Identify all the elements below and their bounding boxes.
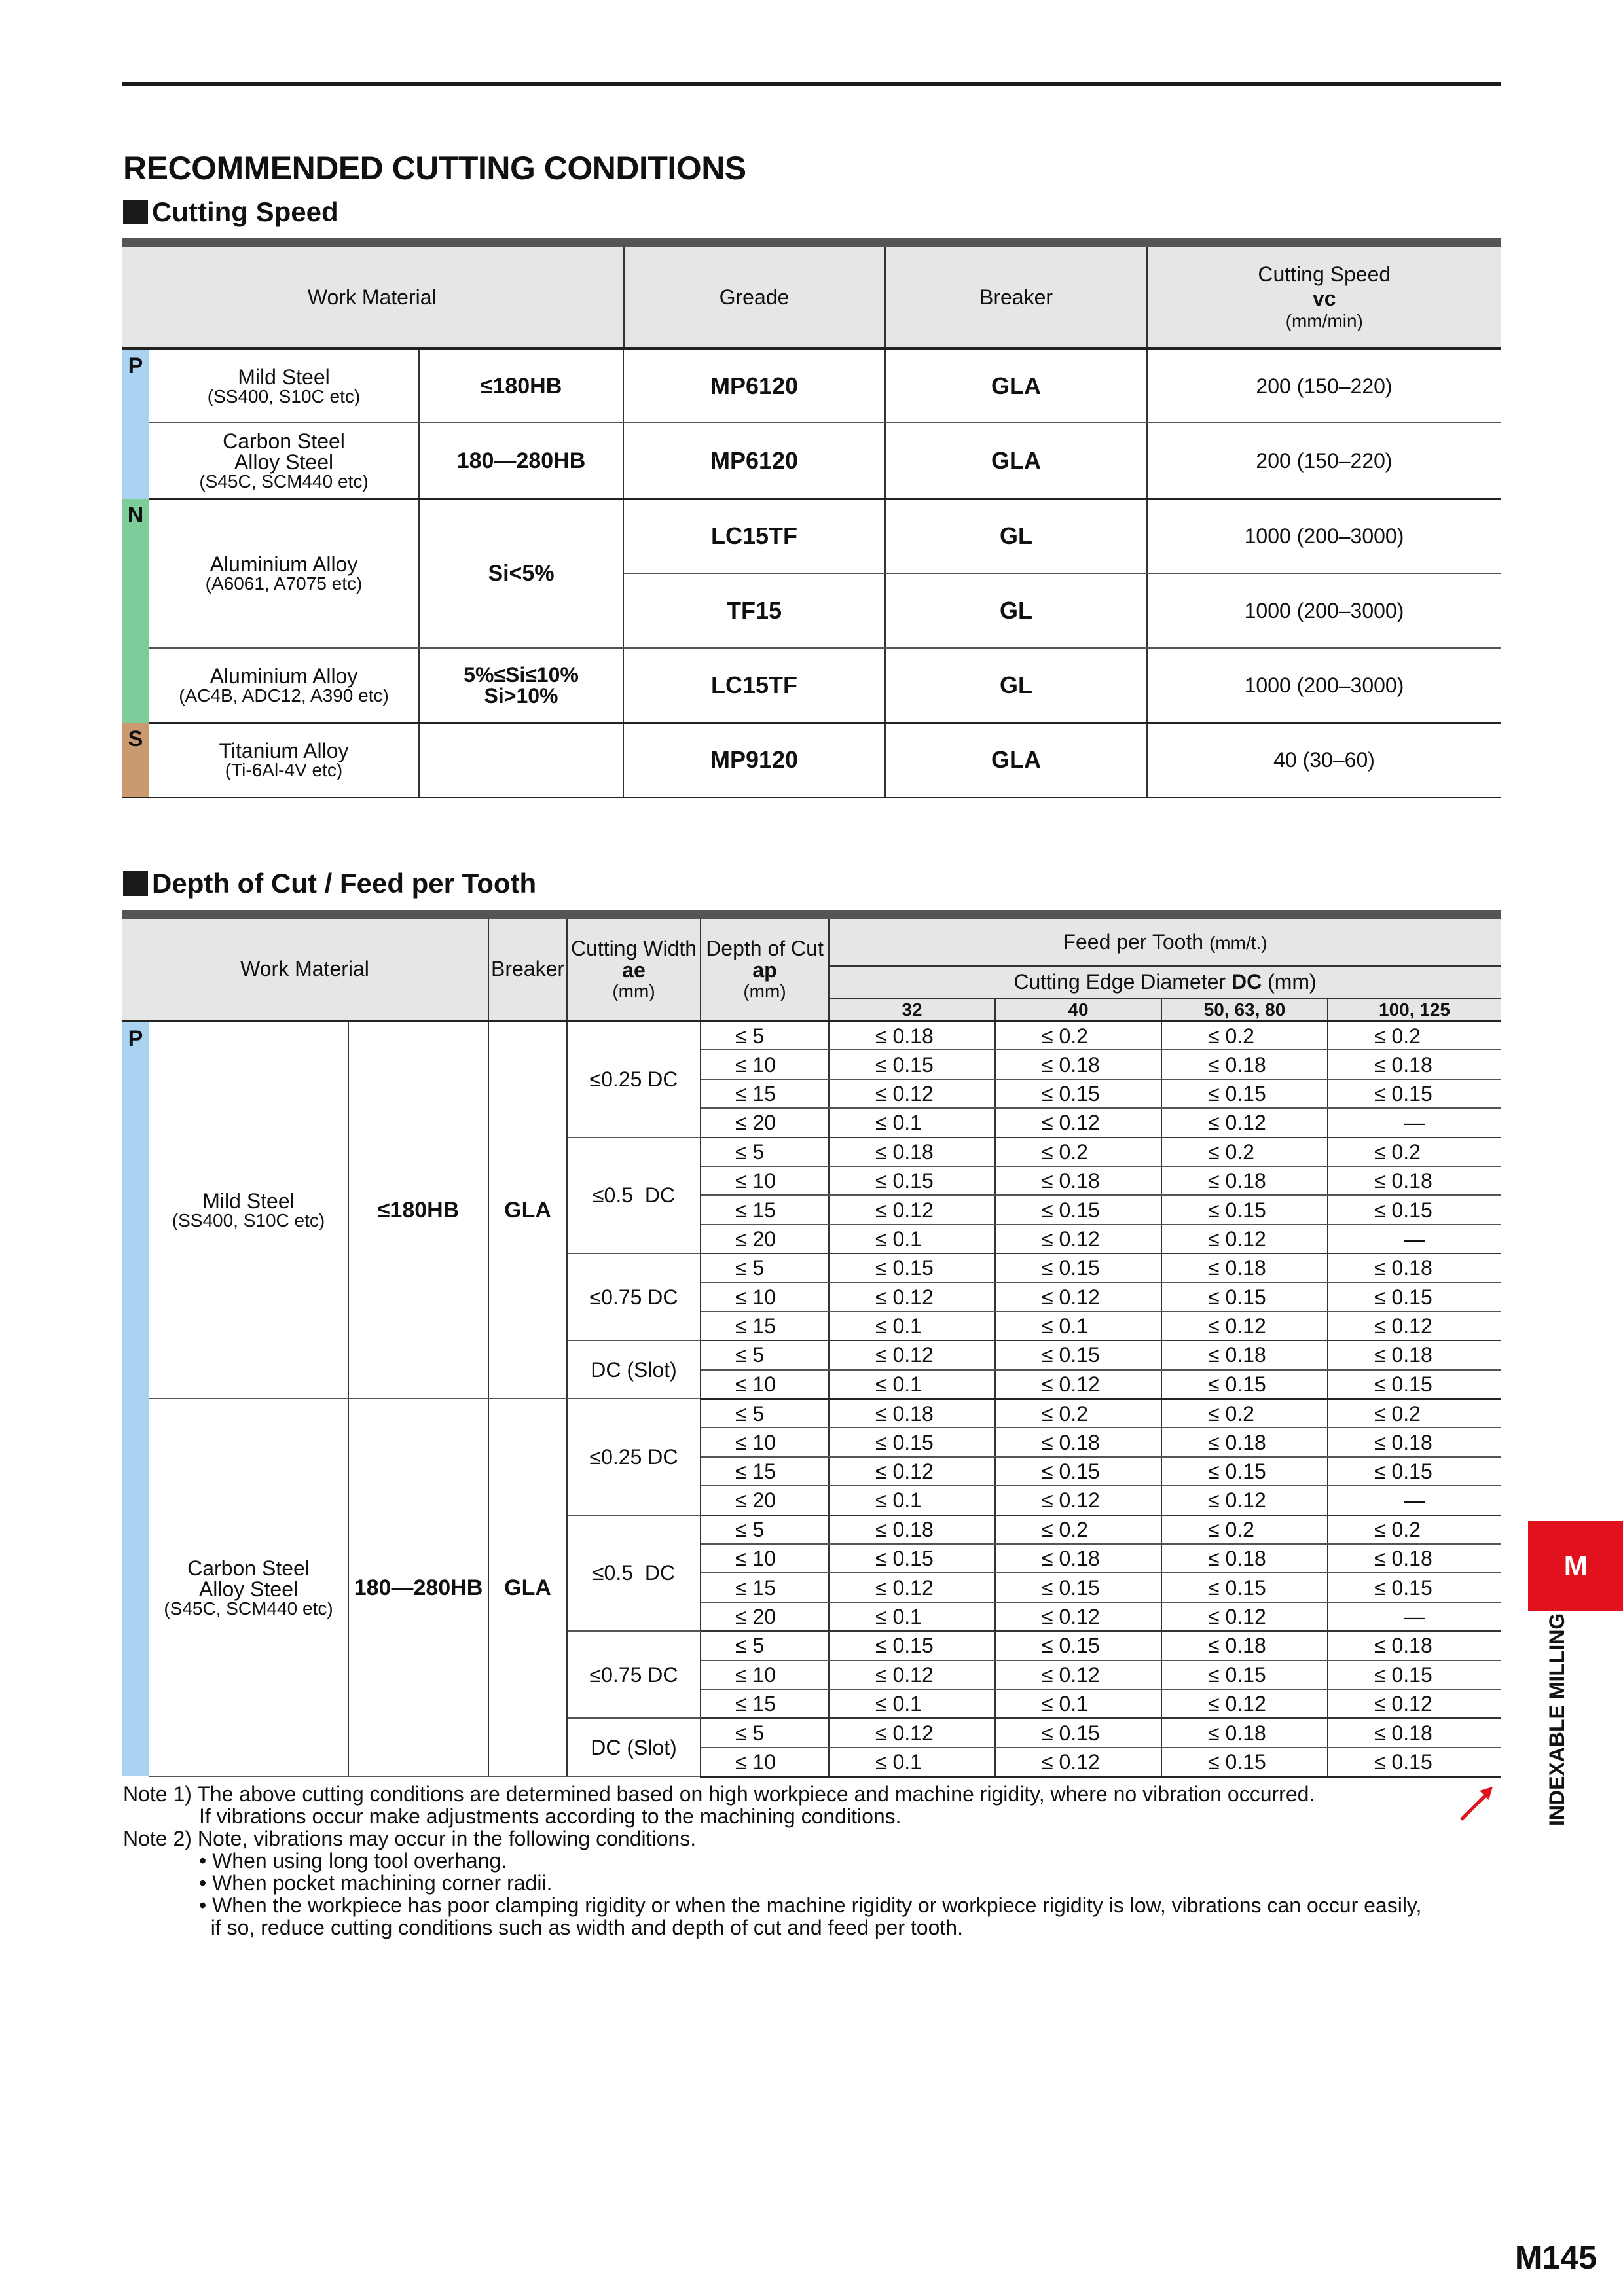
feed-value-cell: ≤ 0.2 <box>1328 1138 1501 1166</box>
feed-value-cell: ≤ 0.1 <box>829 1486 995 1515</box>
hardness-line1: 5%≤Si≤10% <box>464 662 579 687</box>
header-width-line2: ae <box>622 958 646 982</box>
note-line <box>123 1827 1421 1850</box>
hardness-cell: Si<5% <box>419 499 623 648</box>
table-row <box>122 499 1501 573</box>
grade-cell: LC15TF <box>623 648 885 723</box>
header-work-material: Work Material <box>122 247 623 348</box>
feed-value-cell: ≤ 0.18 <box>1328 1253 1501 1282</box>
depth-of-cut-cell: ≤ 15 <box>701 1195 829 1224</box>
feed-value-cell: ≤ 0.12 <box>995 1748 1161 1776</box>
feed-value-cell: ≤ 0.18 <box>1328 1050 1501 1079</box>
header-depth-of-cut <box>701 919 829 1021</box>
feed-value-cell: ≤ 0.12 <box>995 1225 1161 1253</box>
header-dia-40: 40 <box>995 999 1161 1021</box>
speed-cell: 200 (150–220) <box>1147 423 1501 499</box>
category-s-badge: S <box>122 723 149 797</box>
feed-value-cell: ≤ 0.12 <box>1161 1108 1328 1137</box>
feed-value-cell: ≤ 0.2 <box>1328 1399 1501 1427</box>
top-rule <box>122 82 1501 86</box>
header-dia-32: 32 <box>829 999 995 1021</box>
depth-of-cut-cell: ≤ 5 <box>701 1718 829 1747</box>
depth-of-cut-cell: ≤ 5 <box>701 1021 829 1050</box>
feed-value-cell: ≤ 0.1 <box>829 1312 995 1340</box>
header-speed-line3: (mm/min) <box>1285 310 1363 331</box>
feed-value-cell: ≤ 0.15 <box>1328 1195 1501 1224</box>
material-cell <box>149 423 419 499</box>
feed-value-cell: ≤ 0.15 <box>1161 1748 1328 1776</box>
feed-value-cell: ≤ 0.12 <box>1161 1225 1328 1253</box>
hardness-line2: Si>10% <box>484 683 558 708</box>
material-name: Carbon Steel <box>187 1556 310 1580</box>
depth-of-cut-cell: ≤ 5 <box>701 1515 829 1544</box>
section-heading-cutting-speed <box>123 196 338 228</box>
table-row <box>122 348 1501 423</box>
feed-value-cell: ≤ 0.15 <box>1328 1457 1501 1486</box>
feed-value-cell: ≤ 0.18 <box>995 1544 1161 1573</box>
feed-value-cell: ≤ 0.15 <box>1161 1079 1328 1108</box>
material-cell <box>149 1021 348 1399</box>
depth-of-cut-cell: ≤ 20 <box>701 1602 829 1631</box>
feed-value-cell: ≤ 0.18 <box>1328 1427 1501 1456</box>
category-p-badge: P <box>122 348 149 499</box>
grade-cell: MP6120 <box>623 423 885 499</box>
hardness-cell <box>419 723 623 797</box>
category-p-badge: P <box>122 1021 149 1776</box>
feed-value-cell: ≤ 0.15 <box>995 1253 1161 1282</box>
feed-value-cell: ≤ 0.12 <box>1328 1312 1501 1340</box>
section-tab-m: M <box>1528 1521 1623 1611</box>
depth-of-cut-cell: ≤ 10 <box>701 1050 829 1079</box>
feed-value-cell: — <box>1328 1486 1501 1515</box>
feed-value-cell: ≤ 0.15 <box>995 1718 1161 1747</box>
material-name: Aluminium Alloy <box>210 552 358 577</box>
material-examples: (AC4B, ADC12, A390 etc) <box>179 685 389 706</box>
feed-value-cell: ≤ 0.12 <box>995 1660 1161 1689</box>
material-examples: (SS400, S10C etc) <box>207 386 361 406</box>
header-depth-line1: Depth of Cut <box>706 936 824 960</box>
header-cutting-edge-diameter <box>829 966 1501 999</box>
header-diameter-unit: (mm) <box>1262 970 1317 994</box>
section-heading-label: Cutting Speed <box>152 196 338 227</box>
material-examples: (A6061, A7075 etc) <box>205 573 363 594</box>
feed-value-cell: ≤ 0.18 <box>1328 1544 1501 1573</box>
grade-cell: MP6120 <box>623 348 885 423</box>
feed-value-cell: ≤ 0.18 <box>995 1050 1161 1079</box>
feed-value-cell: ≤ 0.18 <box>1328 1718 1501 1747</box>
feed-value-cell: ≤ 0.18 <box>829 1138 995 1166</box>
depth-of-cut-cell: ≤ 10 <box>701 1166 829 1195</box>
feed-value-cell: ≤ 0.18 <box>1328 1340 1501 1369</box>
speed-cell: 40 (30–60) <box>1147 723 1501 797</box>
note-label: Note 2) <box>123 1827 192 1850</box>
note-label: Note 1) <box>123 1782 192 1806</box>
note-line: • When the workpiece has poor clamping rigidity or when the machine rigidity or workpiece rigidity is low, vibrations can occur easily, <box>199 1893 1422 1917</box>
depth-of-cut-cell: ≤ 15 <box>701 1689 829 1718</box>
feed-value-cell: ≤ 0.15 <box>995 1340 1161 1369</box>
feed-value-cell: ≤ 0.12 <box>1161 1689 1328 1718</box>
feed-value-cell: — <box>1328 1108 1501 1137</box>
category-n-badge: N <box>122 499 149 723</box>
feed-value-cell: ≤ 0.2 <box>1161 1138 1328 1166</box>
note-line: • When pocket machining corner radii. <box>199 1871 553 1895</box>
header-cutting-speed <box>1147 247 1501 348</box>
feed-value-cell: ≤ 0.12 <box>1161 1602 1328 1631</box>
cutting-width-cell: ≤0.25 DC <box>567 1021 701 1138</box>
table-top-bar <box>122 910 1501 919</box>
table-row <box>122 1399 1501 1427</box>
grade-cell: LC15TF <box>623 499 885 573</box>
feed-value-cell: ≤ 0.15 <box>995 1631 1161 1660</box>
header-feed-label: Feed per Tooth <box>1063 929 1204 954</box>
depth-of-cut-cell: ≤ 20 <box>701 1108 829 1137</box>
depth-of-cut-cell: ≤ 10 <box>701 1370 829 1399</box>
material-examples: (Ti-6Al-4V etc) <box>225 760 343 780</box>
depth-of-cut-cell: ≤ 5 <box>701 1340 829 1369</box>
feed-value-cell: ≤ 0.15 <box>995 1457 1161 1486</box>
speed-cell: 1000 (200–3000) <box>1147 648 1501 723</box>
feed-value-cell: ≤ 0.18 <box>1161 1253 1328 1282</box>
arrow-icon <box>1457 1784 1497 1823</box>
note-line: if so, reduce cutting conditions such as width and depth of cut and feed per tooth. <box>199 1916 963 1939</box>
material-name: Mild Steel <box>202 1189 295 1213</box>
feed-value-cell: ≤ 0.2 <box>1161 1399 1328 1427</box>
side-section-label: INDEXABLE MILLING <box>1545 1613 1569 1826</box>
depth-feed-table <box>122 910 1501 1778</box>
material-cell <box>149 648 419 723</box>
cutting-width-cell: ≤0.5 DC <box>567 1138 701 1254</box>
feed-value-cell: ≤ 0.18 <box>1161 1631 1328 1660</box>
feed-value-cell: ≤ 0.12 <box>995 1602 1161 1631</box>
speed-cell: 1000 (200–3000) <box>1147 499 1501 573</box>
material-name: Aluminium Alloy <box>210 664 358 688</box>
feed-value-cell: ≤ 0.18 <box>829 1399 995 1427</box>
feed-value-cell: ≤ 0.15 <box>1328 1660 1501 1689</box>
breaker-cell: GL <box>885 573 1147 648</box>
table-row <box>122 723 1501 797</box>
feed-value-cell: ≤ 0.2 <box>1328 1021 1501 1050</box>
depth-of-cut-cell: ≤ 5 <box>701 1399 829 1427</box>
material-name: Titanium Alloy <box>219 739 349 762</box>
material-cell <box>149 723 419 797</box>
feed-value-cell: ≤ 0.2 <box>1161 1021 1328 1050</box>
feed-value-cell: ≤ 0.15 <box>829 1166 995 1195</box>
cutting-speed-table <box>122 238 1501 798</box>
depth-of-cut-cell: ≤ 20 <box>701 1225 829 1253</box>
material-cell <box>149 1399 348 1776</box>
header-diameter-label: Cutting Edge Diameter <box>1013 970 1231 994</box>
hardness-cell: 180—280HB <box>348 1399 488 1776</box>
feed-value-cell: ≤ 0.1 <box>829 1689 995 1718</box>
feed-value-cell: ≤ 0.12 <box>1161 1486 1328 1515</box>
note-line: • When using long tool overhang. <box>199 1849 507 1873</box>
table-top-bar <box>122 238 1501 247</box>
material-cell <box>149 499 419 648</box>
feed-value-cell: ≤ 0.15 <box>1161 1457 1328 1486</box>
grade-cell: MP9120 <box>623 723 885 797</box>
feed-value-cell: ≤ 0.18 <box>995 1427 1161 1456</box>
depth-of-cut-cell: ≤ 10 <box>701 1660 829 1689</box>
feed-value-cell: ≤ 0.15 <box>1328 1748 1501 1776</box>
feed-value-cell: ≤ 0.18 <box>1161 1427 1328 1456</box>
depth-of-cut-cell: ≤ 5 <box>701 1631 829 1660</box>
notes <box>123 1783 1421 1939</box>
material-examples: (S45C, SCM440 etc) <box>199 471 369 492</box>
table-row <box>122 423 1501 499</box>
feed-value-cell: ≤ 0.1 <box>829 1748 995 1776</box>
material-examples: (S45C, SCM440 etc) <box>164 1598 333 1619</box>
cutting-width-cell: ≤0.25 DC <box>567 1399 701 1515</box>
depth-of-cut-cell: ≤ 10 <box>701 1427 829 1456</box>
feed-value-cell: ≤ 0.12 <box>829 1457 995 1486</box>
depth-of-cut-cell: ≤ 10 <box>701 1283 829 1312</box>
page-title: RECOMMENDED CUTTING CONDITIONS <box>123 150 746 187</box>
header-width-line1: Cutting Width <box>570 936 697 960</box>
header-feed-unit: (mm/t.) <box>1209 932 1267 953</box>
feed-value-cell: — <box>1328 1602 1501 1631</box>
cutting-width-cell: ≤0.75 DC <box>567 1631 701 1718</box>
feed-value-cell: ≤ 0.12 <box>995 1108 1161 1137</box>
section-heading-label: Depth of Cut / Feed per Tooth <box>152 868 537 899</box>
feed-value-cell: ≤ 0.2 <box>995 1021 1161 1050</box>
note-line <box>123 1783 1421 1805</box>
feed-value-cell: ≤ 0.2 <box>1328 1515 1501 1544</box>
depth-of-cut-cell: ≤ 5 <box>701 1253 829 1282</box>
feed-value-cell: ≤ 0.12 <box>995 1283 1161 1312</box>
table-row <box>122 648 1501 723</box>
material-cell <box>149 348 419 423</box>
feed-value-cell: ≤ 0.12 <box>1328 1689 1501 1718</box>
feed-value-cell: ≤ 0.18 <box>1328 1166 1501 1195</box>
header-speed-line1: Cutting Speed <box>1258 262 1391 287</box>
breaker-cell: GLA <box>488 1399 567 1776</box>
material-name-2: Alloy Steel <box>234 450 334 474</box>
material-examples: (SS400, S10C etc) <box>172 1210 325 1231</box>
feed-value-cell: ≤ 0.18 <box>1161 1718 1328 1747</box>
feed-value-cell: ≤ 0.1 <box>829 1108 995 1137</box>
cutting-width-cell: ≤0.5 DC <box>567 1515 701 1632</box>
header-work-material: Work Material <box>122 919 488 1021</box>
material-name-2: Alloy Steel <box>198 1577 299 1601</box>
material-name: Mild Steel <box>238 365 330 389</box>
depth-of-cut-cell: ≤ 10 <box>701 1748 829 1776</box>
feed-value-cell: ≤ 0.18 <box>1161 1544 1328 1573</box>
feed-value-cell: ≤ 0.12 <box>995 1370 1161 1399</box>
feed-value-cell: ≤ 0.15 <box>1161 1370 1328 1399</box>
cutting-width-cell: DC (Slot) <box>567 1340 701 1399</box>
feed-value-cell: ≤ 0.12 <box>829 1660 995 1689</box>
depth-of-cut-cell: ≤ 15 <box>701 1312 829 1340</box>
header-dia-100-125: 100, 125 <box>1328 999 1501 1021</box>
header-breaker: Breaker <box>488 919 567 1021</box>
breaker-cell: GLA <box>885 348 1147 423</box>
header-feed-per-tooth <box>829 919 1501 966</box>
feed-value-cell: ≤ 0.2 <box>995 1138 1161 1166</box>
feed-value-cell: ≤ 0.15 <box>1161 1660 1328 1689</box>
feed-value-cell: ≤ 0.18 <box>829 1515 995 1544</box>
feed-value-cell: — <box>1328 1225 1501 1253</box>
breaker-cell: GLA <box>488 1021 567 1399</box>
feed-value-cell: ≤ 0.18 <box>829 1021 995 1050</box>
depth-of-cut-cell: ≤ 15 <box>701 1079 829 1108</box>
feed-value-cell: ≤ 0.18 <box>995 1166 1161 1195</box>
feed-value-cell: ≤ 0.15 <box>829 1544 995 1573</box>
hardness-cell: ≤180HB <box>419 348 623 423</box>
square-bullet-icon <box>123 200 148 224</box>
speed-cell: 200 (150–220) <box>1147 348 1501 423</box>
feed-value-cell: ≤ 0.15 <box>995 1079 1161 1108</box>
material-name: Carbon Steel <box>223 429 345 453</box>
feed-value-cell: ≤ 0.15 <box>829 1253 995 1282</box>
table-row <box>122 1021 1501 1050</box>
feed-value-cell: ≤ 0.1 <box>995 1689 1161 1718</box>
feed-value-cell: ≤ 0.18 <box>1161 1050 1328 1079</box>
header-breaker: Breaker <box>885 247 1147 348</box>
depth-of-cut-cell: ≤ 15 <box>701 1457 829 1486</box>
feed-value-cell: ≤ 0.12 <box>829 1079 995 1108</box>
note-text: Note, vibrations may occur in the following conditions. <box>197 1827 697 1850</box>
cutting-width-cell: ≤0.75 DC <box>567 1253 701 1340</box>
header-dia-50-63-80: 50, 63, 80 <box>1161 999 1328 1021</box>
header-grade: Greade <box>623 247 885 348</box>
speed-cell: 1000 (200–3000) <box>1147 573 1501 648</box>
feed-value-cell: ≤ 0.12 <box>829 1283 995 1312</box>
square-bullet-icon <box>123 871 148 896</box>
feed-value-cell: ≤ 0.15 <box>995 1573 1161 1602</box>
breaker-cell: GLA <box>885 723 1147 797</box>
breaker-cell: GL <box>885 499 1147 573</box>
feed-value-cell: ≤ 0.2 <box>1161 1515 1328 1544</box>
hardness-cell: ≤180HB <box>348 1021 488 1399</box>
header-speed-line2: vc <box>1312 286 1336 310</box>
depth-of-cut-cell: ≤ 15 <box>701 1573 829 1602</box>
feed-value-cell: ≤ 0.2 <box>995 1515 1161 1544</box>
feed-value-cell: ≤ 0.15 <box>1328 1283 1501 1312</box>
hardness-cell: 180—280HB <box>419 423 623 499</box>
feed-value-cell: ≤ 0.15 <box>995 1195 1161 1224</box>
feed-value-cell: ≤ 0.15 <box>1161 1195 1328 1224</box>
feed-value-cell: ≤ 0.15 <box>829 1427 995 1456</box>
feed-value-cell: ≤ 0.15 <box>1161 1573 1328 1602</box>
feed-value-cell: ≤ 0.15 <box>829 1631 995 1660</box>
feed-value-cell: ≤ 0.12 <box>829 1340 995 1369</box>
header-width-line3: (mm) <box>612 980 655 1001</box>
feed-value-cell: ≤ 0.2 <box>995 1399 1161 1427</box>
depth-of-cut-cell: ≤ 20 <box>701 1486 829 1515</box>
feed-value-cell: ≤ 0.12 <box>995 1486 1161 1515</box>
feed-value-cell: ≤ 0.15 <box>1328 1573 1501 1602</box>
note-text: The above cutting conditions are determined based on high workpiece and machine rigidity, where no vibration occurred. <box>197 1782 1315 1806</box>
feed-value-cell: ≤ 0.12 <box>1161 1312 1328 1340</box>
depth-of-cut-cell: ≤ 10 <box>701 1544 829 1573</box>
feed-value-cell: ≤ 0.15 <box>1328 1079 1501 1108</box>
header-depth-line3: (mm) <box>743 980 786 1001</box>
cutting-width-cell: DC (Slot) <box>567 1718 701 1776</box>
breaker-cell: GLA <box>885 423 1147 499</box>
feed-value-cell: ≤ 0.1 <box>995 1312 1161 1340</box>
feed-value-cell: ≤ 0.1 <box>829 1602 995 1631</box>
feed-value-cell: ≤ 0.15 <box>1161 1283 1328 1312</box>
hardness-cell <box>419 648 623 723</box>
feed-value-cell: ≤ 0.15 <box>829 1050 995 1079</box>
feed-value-cell: ≤ 0.1 <box>829 1225 995 1253</box>
header-diameter-dc: DC <box>1231 970 1262 994</box>
header-cutting-width <box>567 919 701 1021</box>
feed-value-cell: ≤ 0.18 <box>1161 1340 1328 1369</box>
feed-value-cell: ≤ 0.12 <box>829 1718 995 1747</box>
feed-value-cell: ≤ 0.18 <box>1161 1166 1328 1195</box>
grade-cell: TF15 <box>623 573 885 648</box>
feed-value-cell: ≤ 0.12 <box>829 1195 995 1224</box>
feed-value-cell: ≤ 0.15 <box>1328 1370 1501 1399</box>
feed-value-cell: ≤ 0.18 <box>1328 1631 1501 1660</box>
depth-of-cut-cell: ≤ 5 <box>701 1138 829 1166</box>
header-depth-line2: ap <box>752 958 777 982</box>
section-heading-depth-feed <box>123 868 536 899</box>
note-line: If vibrations occur make adjustments according to the machining conditions. <box>199 1804 902 1828</box>
breaker-cell: GL <box>885 648 1147 723</box>
feed-value-cell: ≤ 0.1 <box>829 1370 995 1399</box>
page-number: M145 <box>1514 2239 1597 2276</box>
feed-value-cell: ≤ 0.12 <box>829 1573 995 1602</box>
